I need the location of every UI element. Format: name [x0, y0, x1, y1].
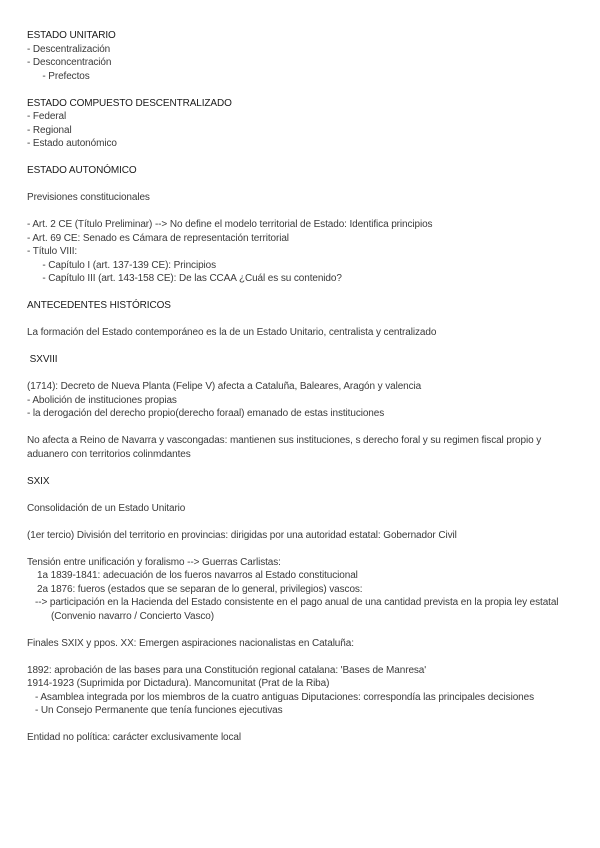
list-item: (1714): Decreto de Nueva Planta (Felipe V) afecta a Cataluña, Baleares, Aragón y valencia	[27, 381, 422, 392]
paragraph: La formación del Estado contemporáneo es la de un Estado Unitario, centralista y centralizado	[27, 327, 437, 338]
subheading: Previsiones constitucionales	[27, 192, 150, 203]
list-item: - Desconcentración	[27, 57, 112, 68]
paragraph: (1er tercio) División del territorio en provincias: dirigidas por una autoridad estatal: Gobernador Civil	[27, 529, 457, 541]
paragraph: Tensión entre unificación y foralismo --> Guerras Carlistas:	[27, 556, 281, 568]
list-item: - Estado autonómico	[27, 138, 117, 149]
list-item: - Art. 2 CE (Título Preliminar) --> No define el modelo territorial de Estado: Identifica principios	[27, 219, 433, 230]
heading-estado-unitario: ESTADO UNITARIO	[27, 30, 116, 41]
paragraph: Entidad no política: carácter exclusivamente local	[27, 732, 242, 743]
list-item: - Asamblea integrada por los miembros de la cuatro antiguas Diputaciones: correspondía las principales decisiones	[35, 691, 534, 703]
list-item: - Un Consejo Permanente que tenía funciones ejecutivas	[35, 705, 283, 716]
list-item: - Descentralización	[27, 43, 111, 55]
document-page	[27, 29, 587, 745]
paragraph: Finales SXIX y ppos. XX: Emergen aspiraciones nacionalistas en Cataluña:	[27, 637, 354, 649]
heading-estado-autonomico: ESTADO AUTONÓMICO	[27, 165, 137, 176]
list-item: - Título VIII:	[27, 246, 78, 257]
list-item: 1a 1839-1841: adecuación de los fueros navarros al Estado constitucional	[37, 570, 358, 581]
list-item: --> participación en la Hacienda del Estado consistente en el pago anual de una cantidad prevista en la propia ley estatal	[35, 597, 559, 608]
list-item: - Federal	[27, 111, 67, 122]
heading-estado-compuesto: ESTADO COMPUESTO DESCENTRALIZADO	[27, 97, 232, 109]
heading-sxviii: SXVIII	[27, 354, 58, 365]
list-item: (Convenio navarro / Concierto Vasco)	[51, 610, 214, 622]
list-item: 2a 1876: fueros (estados que se separan de lo general, privilegios) vascos:	[37, 583, 363, 595]
heading-sxix: SXIX	[27, 475, 50, 487]
paragraph: 1892: aprobación de las bases para una Constitución regional catalana: 'Bases de Manresa'	[27, 664, 427, 676]
paragraph: 1914-1923 (Suprimida por Dictadura). Mancomunitat (Prat de la Riba)	[27, 678, 330, 689]
list-item: - Capítulo III (art. 143-158 CE): De las CCAA ¿Cuál es su contenido?	[37, 273, 342, 284]
list-item: - Prefectos	[37, 70, 90, 82]
paragraph: No afecta a Reino de Navarra y vascongadas: mantienen sus instituciones, s derecho foral y su regimen fiscal propio y aduanero con territorios colinmdantes	[27, 435, 542, 460]
list-item: - Art. 69 CE: Senado es Cámara de representación territorial	[27, 232, 289, 244]
paragraph: Consolidación de un Estado Unitario	[27, 502, 186, 514]
heading-antecedentes: ANTECEDENTES HISTÓRICOS	[27, 300, 171, 311]
list-item: - Abolición de instituciones propias	[27, 394, 177, 406]
list-item: - Capítulo I (art. 137-139 CE): Principios	[37, 259, 217, 271]
list-item: - Regional	[27, 124, 72, 136]
list-item: - la derogación del derecho propio(derecho foraal) emanado de estas instituciones	[27, 408, 385, 419]
